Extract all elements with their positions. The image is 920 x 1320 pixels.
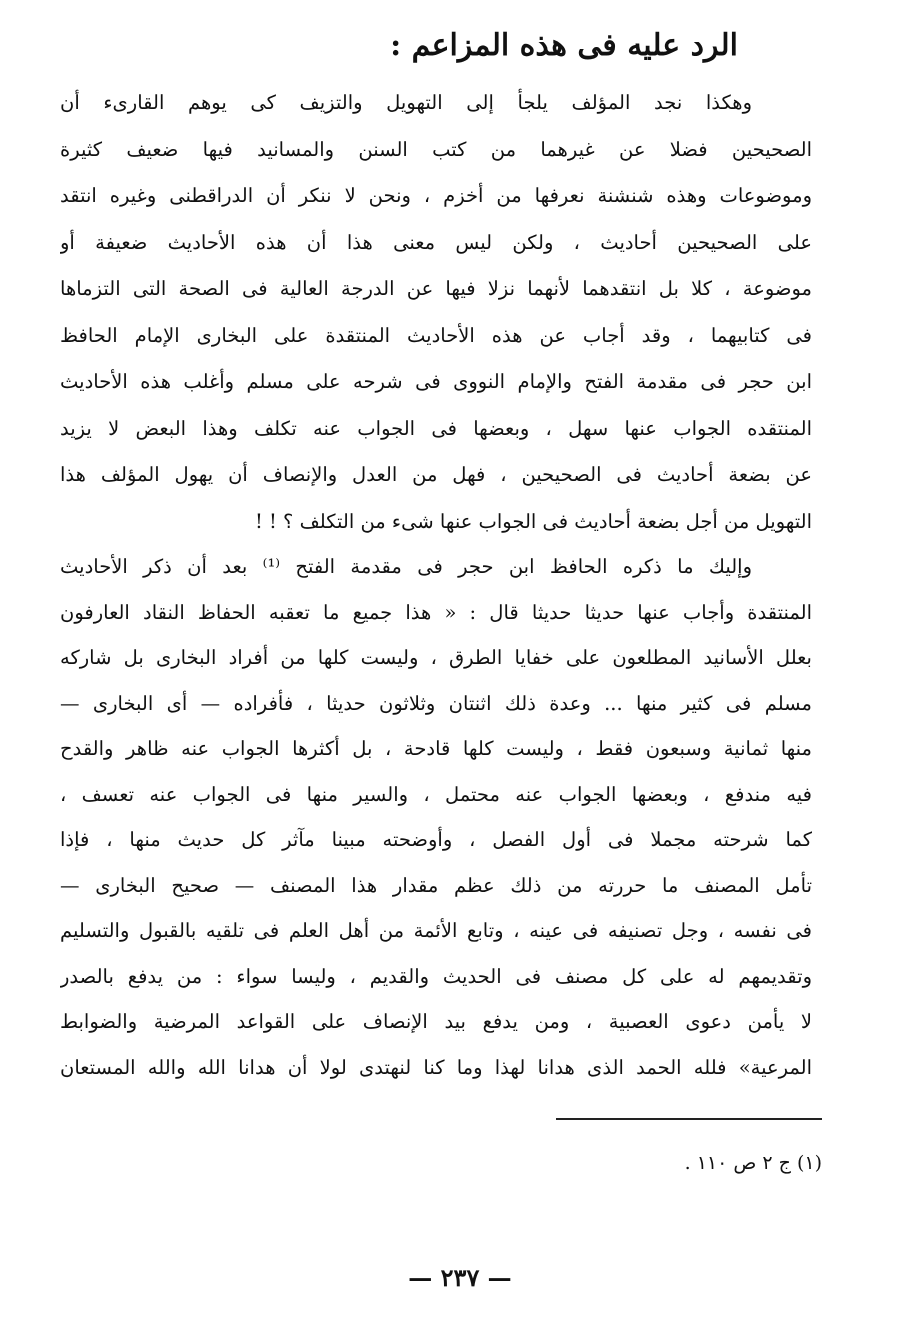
- text-line: لا يأمن دعوى العصبية ، ومن يدفع بيد الإنصاف على القواعد المرضية والضوابط: [60, 1010, 812, 1033]
- paragraph-2: [60, 544, 812, 1090]
- text-line: فى نفسه ، وجل تصنيفه فى عينه ، وتابع الأئمة من أهل العلم فى تلقيه بالقبول والتسليم: [60, 919, 812, 942]
- text-line: وإليك ما ذكره الحافظ ابن حجر فى مقدمة الفتح ⁽¹⁾ بعد أن ذكر الأحاديث: [60, 555, 752, 578]
- text-line: فى كتابيهما ، وقد أجاب عن هذه الأحاديث المنتقدة على البخارى الإمام الحافظ: [60, 323, 812, 347]
- text-line: موضوعة ، كلا بل انتقدهما لأنهما نزلا فيها عن الدرجة العالية فى الصحة التى التزماها: [60, 277, 812, 300]
- text-line: عن بضعة أحاديث فى الصحيحين ، فهل من العدل والإنصاف أن يهول المؤلف هذا: [60, 463, 812, 486]
- text-line: ابن حجر فى مقدمة الفتح والإمام النووى فى شرحه على مسلم وأغلب هذه الأحاديث: [60, 370, 812, 393]
- text-line: تأمل المصنف ما حررته من ذلك عظم مقدار هذا المصنف — صحيح البخارى —: [60, 873, 812, 897]
- page-number: — ٢٣٧ —: [408, 1263, 512, 1292]
- text-line: مسلم فى كثير منها ... وعدة ذلك اثنتان وثلاثون حديثا ، فأفراده — أى البخارى —: [60, 691, 812, 715]
- text-line: المنتقدة وأجاب عنها حديثا حديثا قال : « هذا جميع ما تعقبه الحفاظ النقاد العارفون: [60, 600, 812, 624]
- text-line: كما شرحته مجملا فى أول الفصل ، وأوضحته مبينا مآثر كل حديث منها ، فإذا: [60, 828, 812, 851]
- text-line: وموضوعات وهذه شنشنة نعرفها من أخزم ، ونحن لا ننكر أن الدراقطنى وغيره انتقد: [60, 184, 812, 207]
- section-heading: الرد عليه فى هذه المزاعم :: [390, 28, 738, 63]
- text-line: على الصحيحين أحاديث ، ولكن ليس معنى هذا أن هذه الأحاديث ضعيفة أو: [60, 230, 812, 254]
- text-line: الصحيحين فضلا عن غيرهما من كتب السنن والمسانيد فيها ضعيف كثيرة: [60, 137, 812, 161]
- text-line: بعلل الأسانيد المطلعون على خفايا الطرق ، وليست كلها من أفراد البخارى بل شاركه: [60, 646, 812, 669]
- footnote: (١) ج ٢ ص ١١٠ .: [684, 1152, 822, 1174]
- text-line: منها ثمانية وسبعون فقط ، وليست كلها قادحة ، بل أكثرها الجواب عنه ظاهر والقدح: [60, 737, 812, 760]
- text-line: المنتقده الجواب عنها سهل ، وبعضها فى الجواب عنه تكلف وهذا البعض لا يزيد: [60, 416, 812, 440]
- text-line: فيه مندفع ، وبعضها الجواب عنه محتمل ، والسير منها فى الجواب عنه تعسف ،: [60, 782, 812, 806]
- text-line: التهويل من أجل بضعة أحاديث فى الجواب عنها شىء من التكلف ؟ ! !: [254, 509, 812, 533]
- text-line: وهكذا نجد المؤلف يلجأ إلى التهويل والتزيف كى يوهم القارىء أن: [60, 91, 752, 114]
- text-line: وتقديمهم له على كل مصنف فى الحديث والقديم ، وليسا سواء : من يدفع بالصدر: [60, 964, 812, 988]
- text-line: المرعية» فلله الحمد الذى هدانا لهذا وما كنا لنهتدى لولا أن هدانا الله والله المستعان: [60, 1055, 812, 1079]
- footnote-divider: [556, 1118, 822, 1120]
- paragraph-1: [60, 80, 812, 545]
